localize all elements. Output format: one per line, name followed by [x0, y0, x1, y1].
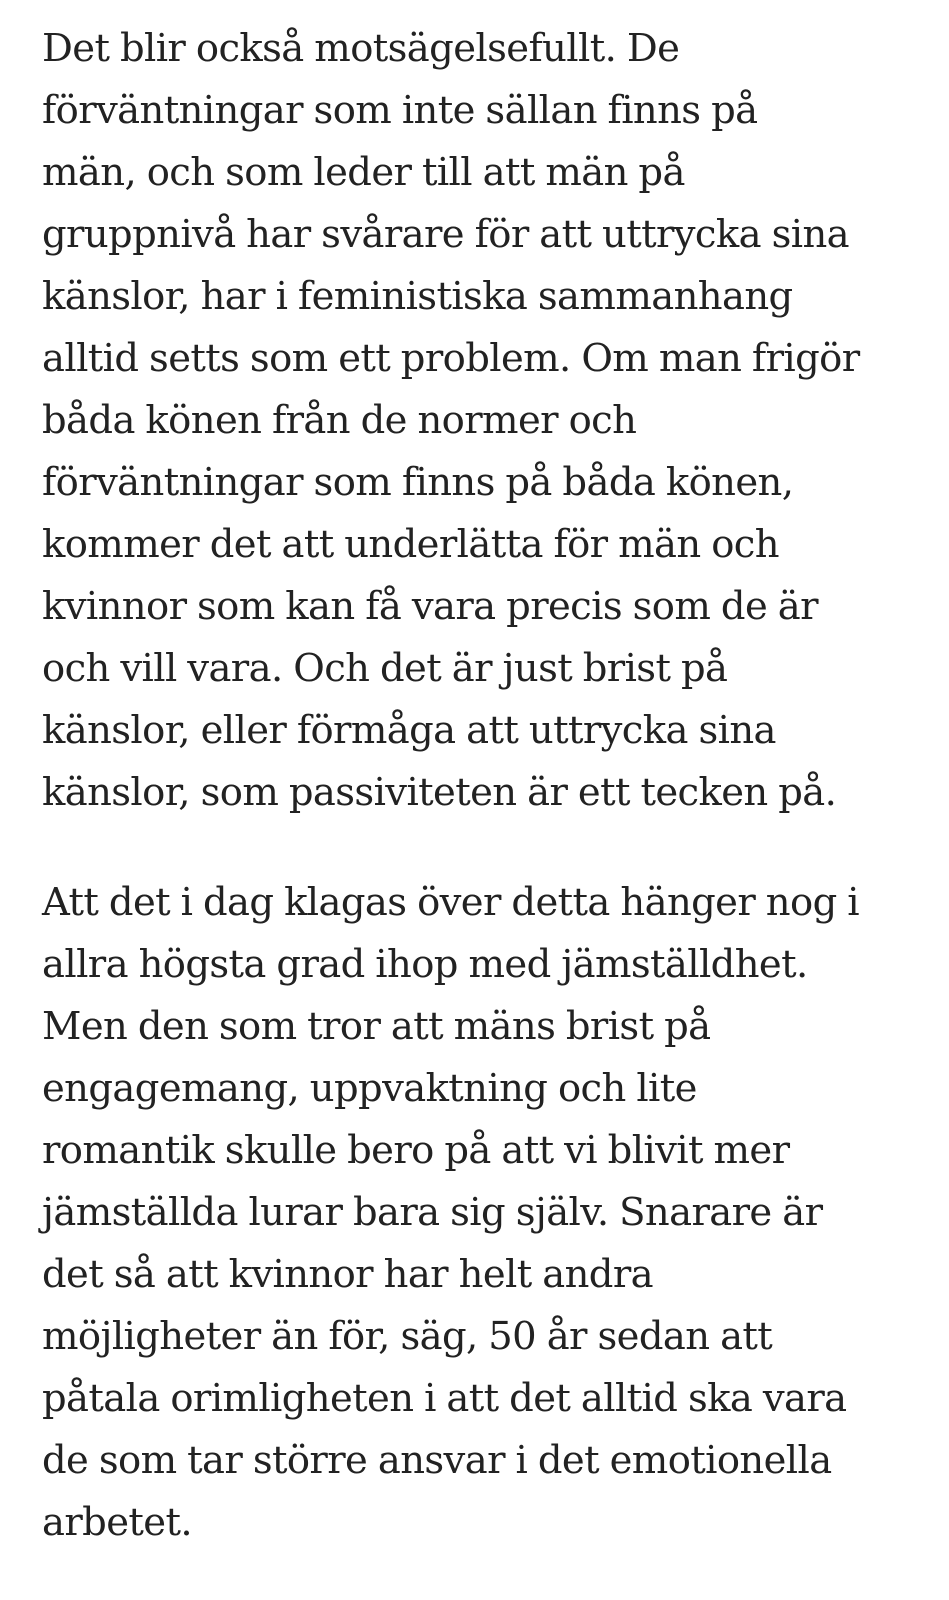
text-line: Att det i dag klagas över detta hänger nog i [42, 880, 859, 925]
text-line: alltid setts som ett problem. Om man frigör [42, 336, 860, 381]
paragraph-1 [42, 18, 922, 824]
text-line: kommer det att underlätta för män och [42, 522, 779, 567]
text-line: arbetet. [42, 1500, 192, 1545]
article-body [42, 18, 922, 1554]
paragraph-2 [42, 872, 922, 1554]
text-line: engagemang, uppvaktning och lite [42, 1066, 697, 1111]
text-line: Men den som tror att mäns brist på [42, 1004, 711, 1049]
text-line: känslor, som passiviteten är ett tecken på. [42, 770, 837, 815]
text-line: det så att kvinnor har helt andra [42, 1252, 653, 1297]
text-line: gruppnivå har svårare för att uttrycka sina [42, 212, 850, 257]
text-line: romantik skulle bero på att vi blivit mer [42, 1128, 790, 1173]
text-line: de som tar större ansvar i det emotionella [42, 1438, 832, 1483]
text-line: män, och som leder till att män på [42, 150, 685, 195]
text-line: och vill vara. Och det är just brist på [42, 646, 728, 691]
text-line: påtala orimligheten i att det alltid ska vara [42, 1376, 847, 1421]
text-line: känslor, eller förmåga att uttrycka sina [42, 708, 776, 753]
text-line: förväntningar som inte sällan finns på [42, 88, 758, 133]
text-line: Det blir också motsägelsefullt. De [42, 26, 680, 71]
text-line: känslor, har i feministiska sammanhang [42, 274, 793, 319]
text-line: kvinnor som kan få vara precis som de är [42, 584, 818, 629]
text-line: allra högsta grad ihop med jämställdhet. [42, 942, 808, 987]
text-line: jämställda lurar bara sig själv. Snarare är [42, 1190, 823, 1235]
text-line: möjligheter än för, säg, 50 år sedan att [42, 1314, 773, 1359]
text-line: förväntningar som finns på båda könen, [42, 460, 794, 505]
text-line: båda könen från de normer och [42, 398, 637, 443]
